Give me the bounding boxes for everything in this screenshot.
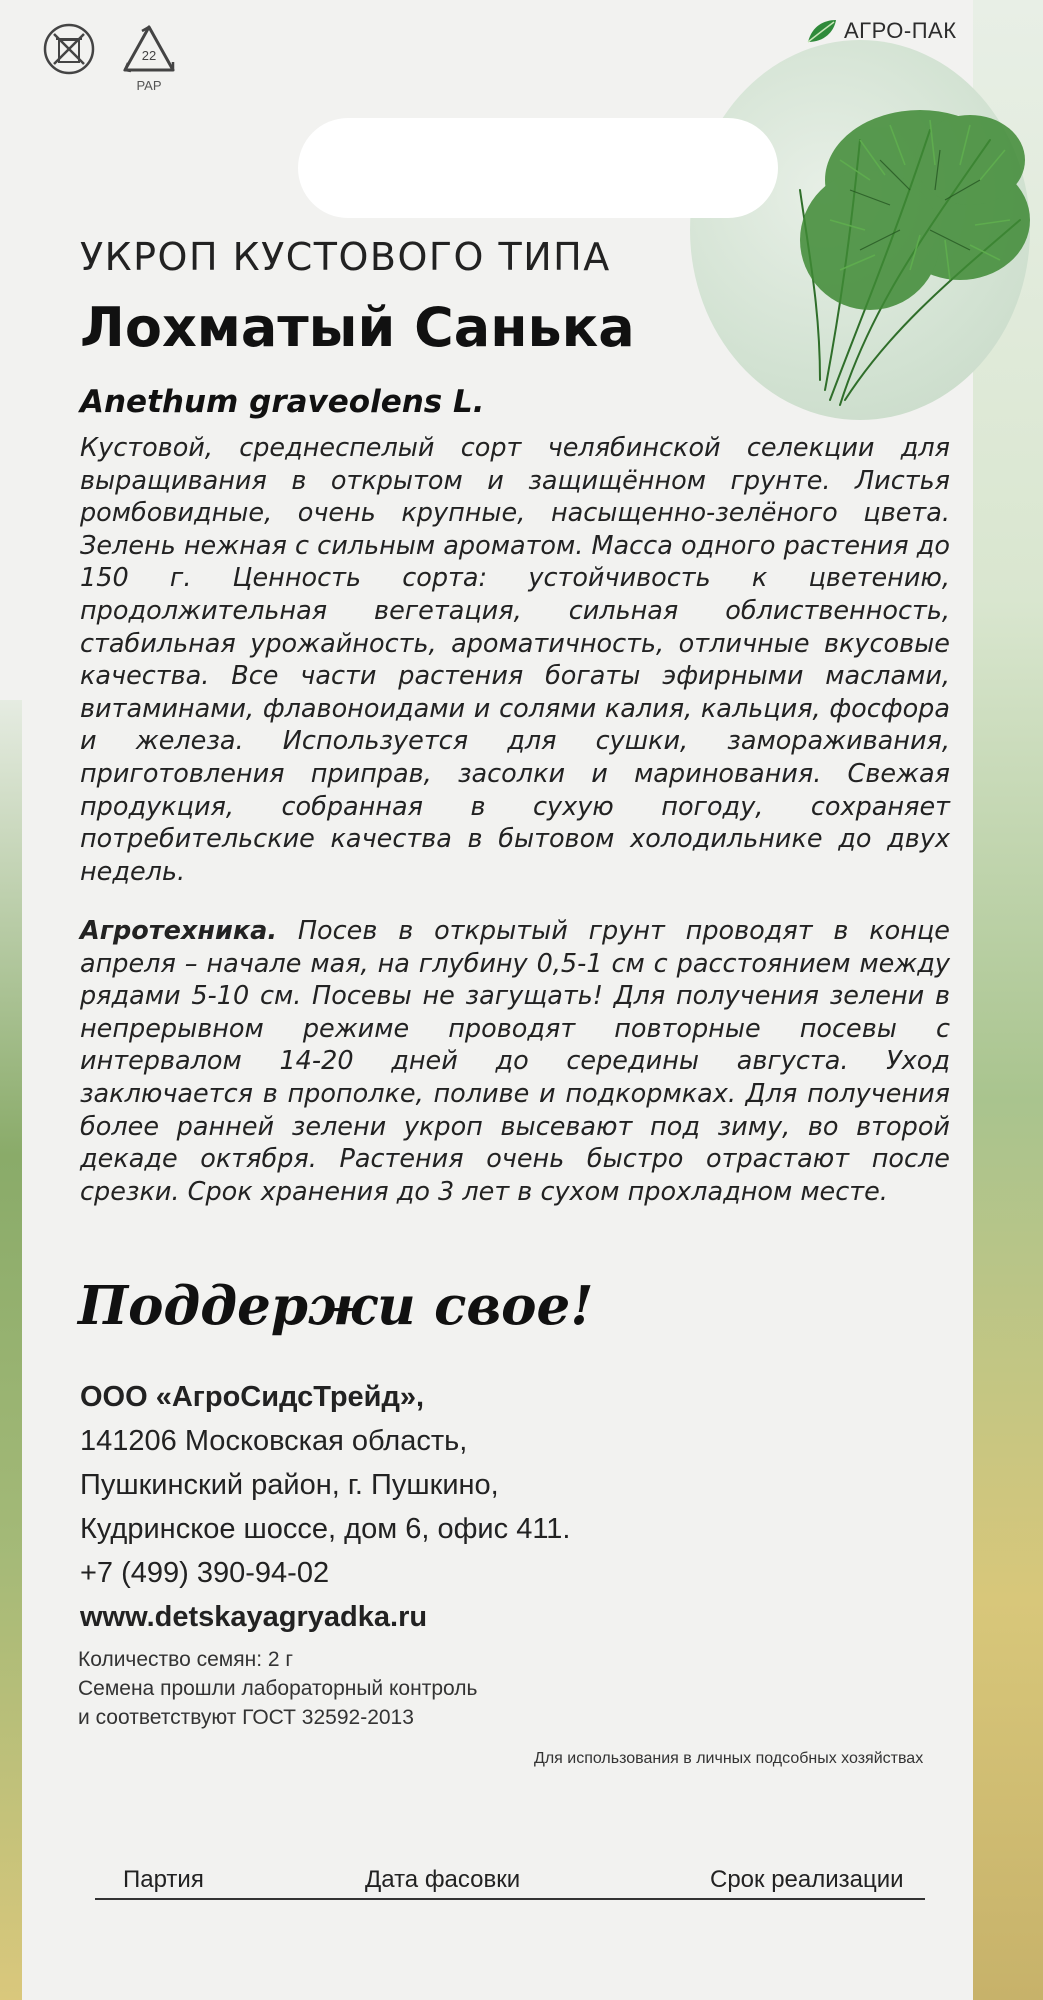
agrotechnics-text: Посев в открытый грунт проводят в конце апреля – начале мая, на глубину 0,5-1 см с расстоянием между рядами 5-10 см. Посевы не загущать! Для получения зелени в непрерывном режиме проводят повторные посевы с интервалом 14-20 дней до середины августа. Уход заключается в прополке, поливе и подкормках. Для получения более ранней зелени укроп высевают под зиму, во второй декаде октября. Растения очень быстро отрастают после срезки. Срок хранения до 3 лет в сухом прохладном месте. (80, 916, 950, 1207)
address-line-1: 141206 Московская область, (80, 1425, 468, 1457)
packing-date-label: Дата фасовки (365, 1866, 521, 1893)
packet-window (298, 118, 778, 218)
private-use-note: Для использования в личных подсобных хозяйствах (534, 1750, 924, 1767)
product-description: Кустовой, среднеспелый сорт челябинской селекции для выращивания в открытом и защищённом грунте. Листья ромбовидные, очень крупные, насыщенно-зелёного цвета. Зелень нежная с сильным ароматом. Масса одного растения до 150 г. Ценность сорта: устойчивость к цветению, продолжительная вегетация, сильная облиственность, стабильная урожайность, ароматичность, отличные вкусовые качества. Все части растения богаты эфирными маслами, витаминами, флавоноидами и солями калия, кальция, фосфора и железа. Используется для сушки, замораживания, приготовления приправ, засолки и маринования. Свежая продукция, собранная в сухую погоду, сохраняет потребительские качества в бытовом холодильнике до двух недель. (80, 433, 950, 887)
recycle-mark (118, 22, 180, 93)
latin-name: Anethum graveolens L. (80, 384, 485, 420)
batch-fields (95, 1862, 925, 1900)
recycle-caption: PAP (136, 78, 162, 93)
company-block (80, 1375, 570, 1639)
batch-label: Партия (123, 1866, 204, 1893)
eco-marks (42, 22, 180, 93)
control-line-2: и соответствуют ГОСТ 32592-2013 (78, 1706, 414, 1729)
product-category: УКРОП КУСТОВОГО ТИПА (80, 235, 611, 279)
background-foliage-left (0, 700, 22, 2000)
leaf-icon (806, 18, 838, 44)
control-line-1: Семена прошли лабораторный контроль (78, 1677, 478, 1700)
phone: +7 (499) 390-94-02 (80, 1557, 330, 1589)
brand-logo (806, 18, 957, 44)
dill-bunch-icon (770, 70, 1040, 420)
company-name: ООО «АгроСидсТрейд», (80, 1381, 425, 1413)
recycle-code: 22 (141, 48, 157, 63)
address-line-3: Кудринское шоссе, дом 6, офис 411. (80, 1513, 571, 1545)
recycle-triangle-icon (118, 22, 180, 80)
agrotechnics-label: Агротехника. (80, 916, 278, 946)
seed-quantity: Количество семян: 2 г (78, 1648, 294, 1671)
crossed-bin-icon (42, 22, 96, 76)
seed-info (78, 1645, 477, 1732)
agrotechnics-section (80, 915, 950, 1208)
address-line-2: Пушкинский район, г. Пушкино, (80, 1469, 499, 1501)
slogan: Поддержи свое! (78, 1275, 594, 1337)
product-title: Лохматый Санька (80, 296, 635, 359)
brand-name: АГРО-ПАК (844, 18, 957, 43)
expiry-label: Срок реализации (710, 1866, 904, 1893)
website: www.detskayagryadka.ru (80, 1601, 428, 1633)
